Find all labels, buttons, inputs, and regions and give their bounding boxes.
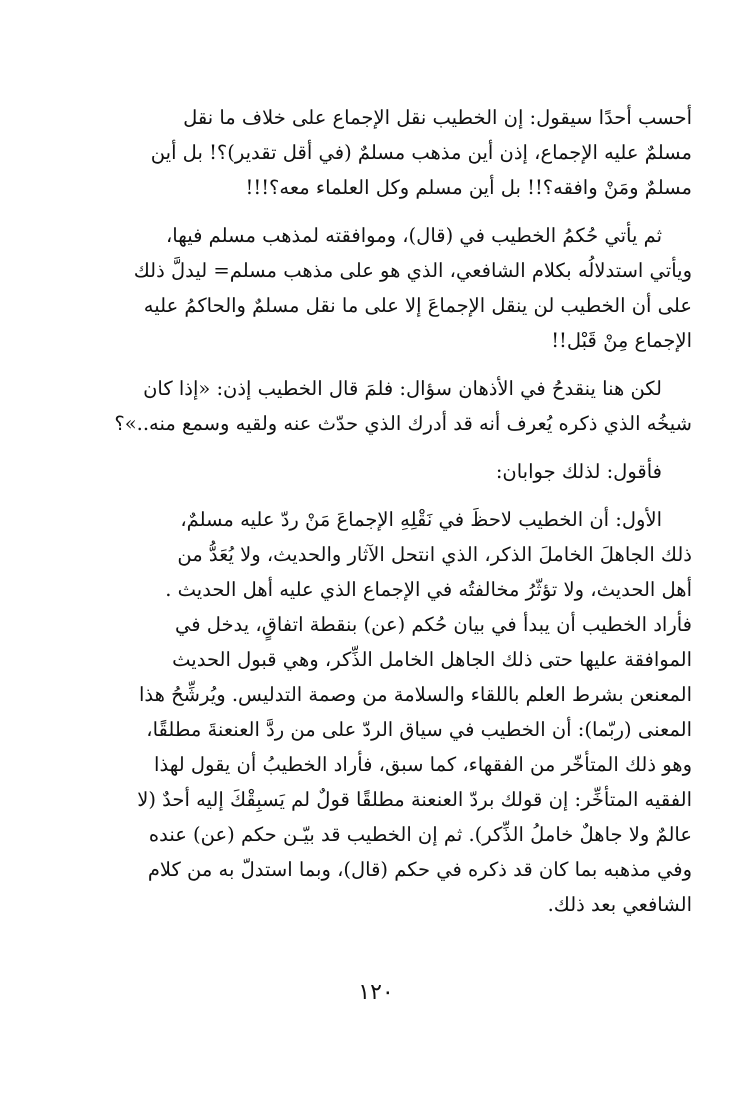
paragraph-line: فأقول: لذلك جوابان: — [495, 460, 662, 483]
paragraph-line: ذلك الجاهلَ الخاملَ الذكر، الذي انتحل الآثار والحديث، ولا يُعَدُّ من — [177, 543, 692, 566]
paragraph-line: الشافعي بعد ذلك. — [547, 893, 692, 916]
paragraph-line: على أن الخطيب لن ينقل الإجماعَ إلا على ما نقل مسلمٌ والحاكمُ عليه — [143, 294, 692, 317]
paragraph-line: الفقيه المتأخِّر: إن قولك بردّ العنعنة مطلقًا قولٌ لم يَسبِقْكَ إليه أحدٌ (لا — [137, 788, 692, 811]
paragraph-line: أهل الحديث، ولا تؤثّرُ مخالفتُه في الإجماع الذي عليه أهل الحديث . — [165, 578, 692, 601]
paragraph-line: مسلمٌ ومَنْ وافقه؟!! بل أين مسلم وكل العلماء معه؟!!! — [245, 176, 692, 199]
paragraph-line: ويأتي استدلالُه بكلام الشافعي، الذي هو على مذهب مسلم= ليدلَّ ذلك — [133, 259, 692, 282]
paragraph-line: الموافقة عليها حتى ذلك الجاهل الخامل الذِّكر، وهي قبول الحديث — [172, 648, 692, 671]
paragraph-line: وفي مذهبه بما كان قد ذكره في حكم (قال)، وبما استدلّ به من كلام — [147, 858, 692, 881]
paragraph-2 — [60, 218, 692, 358]
paragraph-5 — [60, 502, 692, 922]
page-body — [60, 100, 692, 922]
paragraph-1 — [60, 100, 692, 205]
paragraph-line: المعنى (ربّما): أن الخطيب في سياق الردّ على من ردَّ العنعنةَ مطلقًا، — [146, 718, 692, 741]
paragraph-line: ثم يأتي حُكمُ الخطيب في (قال)، وموافقته لمذهب مسلم فيها، — [166, 224, 662, 247]
paragraph-line: شيخُه الذي ذكره يُعرف أنه قد أدرك الذي حدّث عنه ولقيه وسمع منه..»؟ — [114, 412, 692, 435]
paragraph-line: الأول: أن الخطيب لاحظَ في نَقْلِهِ الإجماعَ مَنْ ردّ عليه مسلمٌ، — [180, 508, 662, 531]
paragraph-line: المعنعن بشرط العلم باللقاء والسلامة من وصمة التدليس. ويُرشِّحُ هذا — [138, 683, 692, 706]
paragraph-line: عالمٌ ولا جاهلٌ خاملُ الذِّكر). ثم إن الخطيب قد بيّـن حكم (عن) عنده — [148, 823, 692, 846]
paragraph-line: أحسب أحدًا سيقول: إن الخطيب نقل الإجماع على خلاف ما نقل — [183, 106, 692, 129]
paragraph-line: فأراد الخطيب أن يبدأ في بيان حُكم (عن) بنقطة اتفاقٍ، يدخل في — [174, 613, 692, 636]
paragraph-line: وهو ذلك المتأخّر من الفقهاء، كما سبق، فأراد الخطيبُ أن يقول لهذا — [154, 753, 692, 776]
page-number: ١٢٠ — [358, 980, 394, 1005]
paragraph-line: الإجماع مِنْ قَبْل!! — [551, 329, 692, 352]
paragraph-4 — [60, 454, 692, 489]
paragraph-3 — [60, 371, 692, 441]
paragraph-line: مسلمٌ عليه الإجماع، إذن أين مذهب مسلمٌ (في أقل تقدير)؟! بل أين — [150, 141, 692, 164]
paragraph-line: لكن هنا ينقدحُ في الأذهان سؤال: فلمَ قال الخطيب إذن: «إذا كان — [143, 377, 662, 400]
